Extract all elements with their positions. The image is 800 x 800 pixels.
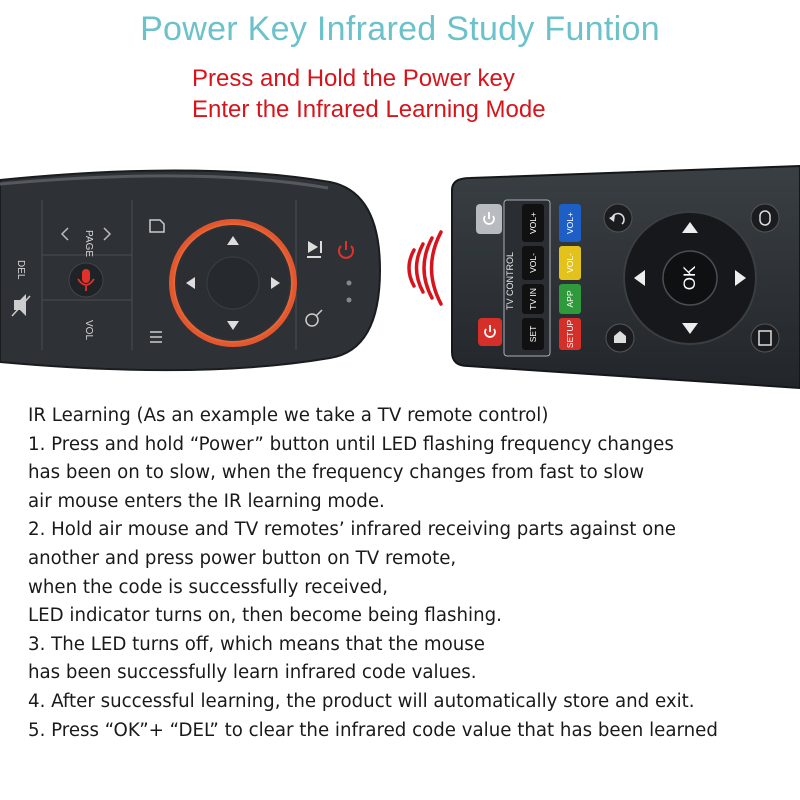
svg-text:APP: APP	[565, 290, 575, 308]
tv-vol-plus-button[interactable]	[522, 204, 544, 242]
instruction-line: 2. Hold air mouse and TV remotes’ infrared receiving parts against one	[28, 519, 676, 541]
vol-label: VOL	[83, 320, 94, 341]
ok-label: OK	[680, 265, 699, 291]
instruction-line: another and press power button on TV remote,	[28, 547, 457, 569]
instruction-line: has been successfully learn infrared code values.	[28, 662, 477, 684]
tv-power-learn-button[interactable]	[476, 204, 502, 234]
mouse-button[interactable]	[751, 204, 779, 232]
home-button[interactable]	[606, 324, 634, 352]
tv-vol-minus-button[interactable]	[522, 246, 544, 280]
infrared-signal-icon	[409, 232, 441, 304]
voice-button[interactable]	[69, 263, 103, 297]
vol-plus-blue-button[interactable]	[559, 204, 581, 242]
instruction-line: 1. Press and hold “Power” button until LED flashing frequency changes	[28, 433, 674, 455]
del-label: DEL	[15, 260, 26, 280]
subtitle-line-1: Press and Hold the Power key	[192, 65, 515, 92]
instruction-line: LED indicator turns on, then become being flashing.	[28, 605, 502, 627]
back-button[interactable]	[604, 204, 632, 232]
subtitle-line-2: Enter the Infrared Learning Mode	[192, 96, 546, 123]
tv-in-button[interactable]	[522, 284, 544, 314]
air-mouse-remote	[0, 170, 380, 370]
navigation-dpad[interactable]	[172, 222, 294, 344]
page-title: Power Key Infrared Study Funtion	[140, 10, 660, 48]
tv-power-button[interactable]	[478, 318, 502, 346]
instruction-line: 4. After successful learning, the product will automatically store and exit.	[28, 690, 695, 712]
app-green-button[interactable]	[559, 284, 581, 314]
page-label: PAGE	[83, 230, 94, 258]
setup-red-button[interactable]	[559, 318, 581, 350]
tv-control-label: TV CONTROL	[505, 251, 515, 310]
svg-text:SET: SET	[528, 325, 538, 343]
instructions-heading: IR Learning (As an example we take a TV remote control)	[28, 405, 549, 426]
svg-text:VOL+: VOL+	[565, 212, 575, 234]
instruction-line: 5. Press “OK”+ “DEL” to clear the infrared code value that has been learned	[28, 719, 718, 741]
tv-remote	[452, 166, 800, 388]
tv-set-button[interactable]	[522, 318, 544, 350]
menu-button[interactable]	[751, 324, 779, 352]
svg-text:VOL-: VOL-	[565, 253, 575, 273]
svg-text:TV IN: TV IN	[528, 288, 538, 310]
svg-text:VOL+: VOL+	[528, 212, 538, 234]
instruction-line: air mouse enters the IR learning mode.	[28, 490, 385, 512]
ok-center-button[interactable]	[207, 257, 259, 309]
svg-text:VOL-: VOL-	[528, 253, 538, 273]
vol-minus-yellow-button[interactable]	[559, 246, 581, 280]
instructions	[28, 402, 798, 745]
instruction-line: has been on to slow, when the frequency changes from fast to slow	[28, 462, 645, 484]
tv-navigation-dpad[interactable]	[624, 212, 756, 344]
instruction-line: 3. The LED turns off, which means that the mouse	[28, 633, 485, 655]
instruction-line: when the code is successfully received,	[28, 576, 388, 598]
svg-text:SETUP: SETUP	[565, 319, 575, 349]
remotes-illustration	[0, 160, 800, 390]
